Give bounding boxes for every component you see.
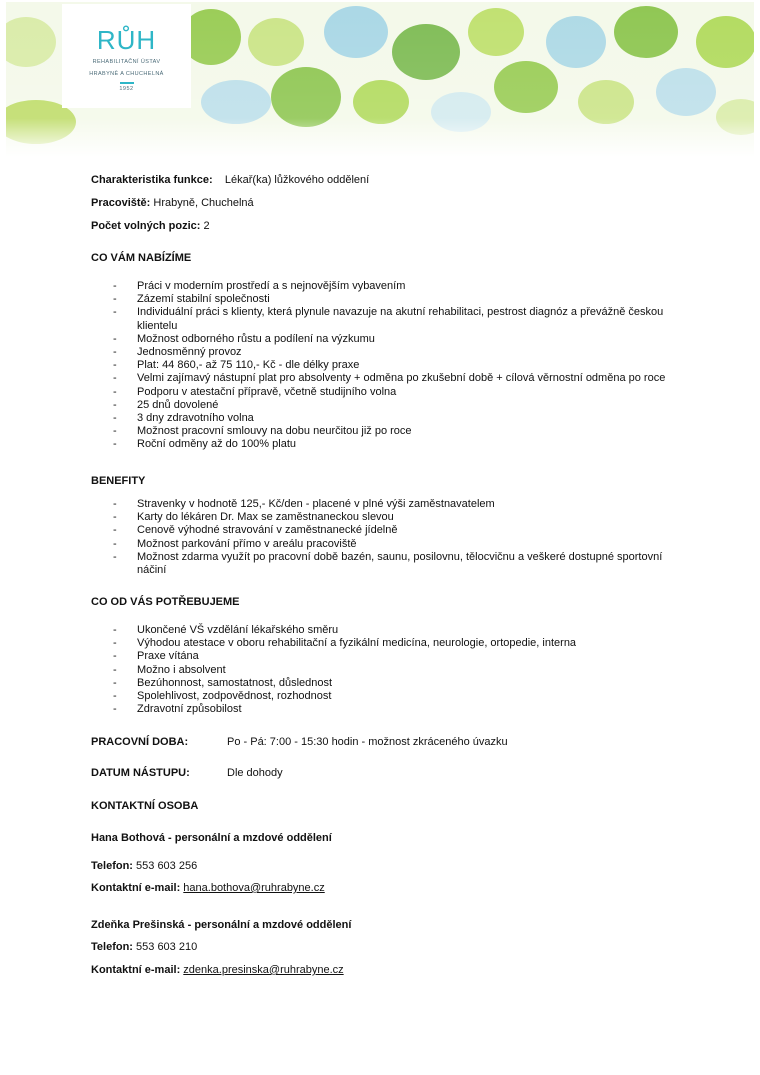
list-item: - Praxe vítána [91, 650, 666, 663]
company-logo [62, 4, 191, 108]
contact-phone-line [91, 941, 197, 953]
list-item: - Ukončené VŠ vzdělání lékařského směru [91, 624, 666, 637]
job-title-line [91, 174, 369, 186]
logo-subtitle-1: REHABILITAČNÍ ÚSTAV [92, 59, 161, 65]
list-item: - Individuální práci s klienty, která plynule navazuje na akutní rehabilitaci, pestrost diagnóz a převážně českou klientelu [91, 306, 666, 332]
list-item: - Cenově výhodné stravování v zaměstnanecké jídelně [91, 524, 666, 537]
list-item: - Jednosměnný provoz [91, 346, 666, 359]
offer-list [91, 280, 666, 452]
start-date-line [91, 767, 283, 779]
logo-divider [120, 82, 134, 84]
phone-label: Telefon: [91, 860, 133, 872]
list-item: - Možnost zdarma využít po pracovní době bazén, saunu, posilovnu, tělocvičnu a veškeré dostupné sportovní náčiní [91, 551, 666, 577]
phone-label: Telefon: [91, 941, 133, 953]
list-item: - Zázemí stabilní společnosti [91, 293, 666, 306]
list-item: - Výhodou atestace v oboru rehabilitační a fyzikální medicína, neurologie, ortopedie, interna [91, 637, 666, 650]
start-date-label: DATUM NÁSTUPU: [91, 767, 190, 779]
workplace-value: Hrabyně, Chuchelná [153, 197, 254, 209]
contact-name: Zdeňka Prešinská - personální a mzdové oddělení [91, 919, 352, 931]
contact-email-line [91, 882, 325, 894]
working-hours-line [91, 736, 508, 748]
start-date-value: Dle dohody [227, 767, 283, 779]
list-item: - Spolehlivost, zodpovědnost, rozhodnost [91, 690, 666, 703]
working-hours-value: Po - Pá: 7:00 - 15:30 hodin - možnost zkráceného úvazku [227, 736, 508, 748]
list-item: - Možnost parkování přímo v areálu pracoviště [91, 538, 666, 551]
email-link[interactable]: hana.bothova@ruhrabyne.cz [183, 882, 325, 894]
list-item: - Možno i absolvent [91, 664, 666, 677]
list-item: - Stravenky v hodnotě 125,- Kč/den - placené v plné výši zaměstnavatelem [91, 498, 666, 511]
offer-heading: CO VÁM NABÍZÍME [91, 252, 192, 264]
workplace-line [91, 197, 254, 209]
contact-phone-line [91, 860, 197, 872]
logo-subtitle-2: HRABYNĚ A CHUCHELNÁ [89, 71, 164, 77]
workplace-label: Pracoviště: [91, 197, 151, 209]
requirements-list [91, 624, 666, 716]
email-label: Kontaktní e-mail: [91, 964, 181, 976]
list-item: - Zdravotní způsobilost [91, 703, 666, 716]
list-item: - Možnost odborného růstu a podílení na výzkumu [91, 333, 666, 346]
job-title-value: Lékař(ka) lůžkového oddělení [224, 174, 370, 186]
phone-value: 553 603 256 [136, 860, 198, 872]
contact-name: Hana Bothová - personální a mzdové oddělení [91, 832, 332, 844]
list-item: - Karty do lékáren Dr. Max se zaměstnaneckou slevou [91, 511, 666, 524]
positions-value: 2 [203, 220, 210, 232]
requirements-heading: CO OD VÁS POTŘEBUJEME [91, 596, 240, 608]
logo-wordmark: RŮH [96, 25, 157, 55]
list-item: - Práci v moderním prostředí a s nejnovějším vybavením [91, 280, 666, 293]
phone-value: 553 603 210 [136, 941, 198, 953]
list-item: - Plat: 44 860,- až 75 110,- Kč - dle délky praxe [91, 359, 666, 372]
logo-year: 1952 [119, 86, 134, 92]
list-item: - 3 dny zdravotního volna [91, 412, 666, 425]
header-banner [6, 2, 754, 157]
job-title-label: Charakteristika funkce: [91, 174, 213, 186]
benefits-heading: BENEFITY [91, 475, 146, 487]
email-link[interactable]: zdenka.presinska@ruhrabyne.cz [183, 964, 344, 976]
list-item: - 25 dnů dovolené [91, 399, 666, 412]
contact-email-line [91, 964, 344, 976]
positions-label: Počet volných pozic: [91, 220, 201, 232]
email-label: Kontaktní e-mail: [91, 882, 181, 894]
positions-line [91, 220, 210, 232]
benefits-list [91, 498, 666, 577]
contact-heading: KONTAKTNÍ OSOBA [91, 800, 199, 812]
list-item: - Podporu v atestační přípravě, včetně studijního volna [91, 386, 666, 399]
list-item: - Možnost pracovní smlouvy na dobu neurčitou již po roce [91, 425, 666, 438]
list-item: - Roční odměny až do 100% platu [91, 438, 666, 451]
working-hours-label: PRACOVNÍ DOBA: [91, 736, 189, 748]
list-item: - Velmi zajímavý nástupní plat pro absolventy + odměna po zkušební době + cílová věrnostní odměna po roce [91, 372, 666, 385]
list-item: - Bezúhonnost, samostatnost, důslednost [91, 677, 666, 690]
